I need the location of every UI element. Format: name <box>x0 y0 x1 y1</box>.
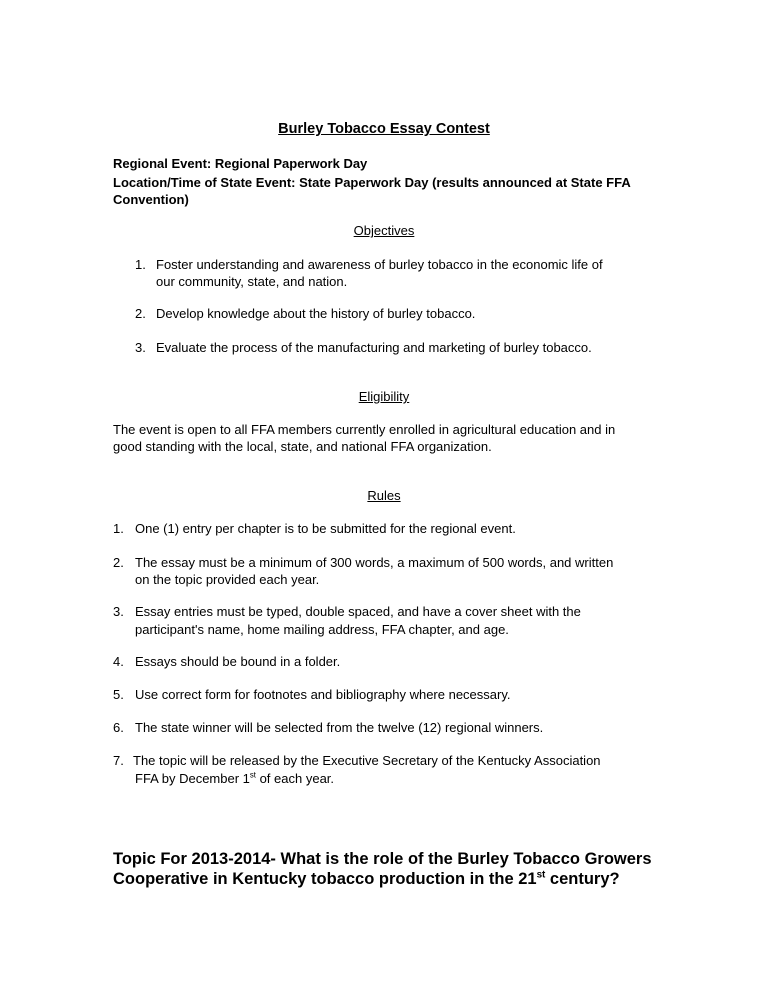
objective-text-line1: Evaluate the process of the manufacturing and marketing of burley tobacco. <box>156 340 592 355</box>
rule-number: 6. <box>113 720 124 735</box>
eligibility-heading: Eligibility <box>358 389 410 404</box>
rule-text-line2: participant's name, home mailing address, FFA chapter, and age. <box>135 622 509 637</box>
rules-heading: Rules <box>367 488 401 503</box>
rule-text-line2: on the topic provided each year. <box>135 572 320 587</box>
ordinal-superscript: st <box>249 770 256 780</box>
rule-text-line1: The state winner will be selected from the twelve (12) regional winners. <box>135 720 544 735</box>
rule-text-line1: Essays should be bound in a folder. <box>135 654 341 669</box>
rule-text-line1: The topic will be released by the Executive Secretary of the Kentucky Association <box>133 753 601 768</box>
rule-number: 5. <box>113 687 124 702</box>
rule-number: 1. <box>113 521 124 536</box>
eligibility-text-line2: good standing with the local, state, and national FFA organization. <box>113 439 492 454</box>
topic-line-1: Topic For 2013-2014- What is the role of the Burley Tobacco Growers <box>113 850 652 868</box>
rule-number: 2. <box>113 555 124 570</box>
location-line-2: Convention) <box>113 192 189 207</box>
rule-text-line2: FFA by December 1st of each year. <box>135 770 335 786</box>
rule-text-line1: The essay must be a minimum of 300 words, a maximum of 500 words, and written <box>135 555 614 570</box>
location-line-1: Location/Time of State Event: State Paperwork Day (results announced at State FFA <box>113 175 631 190</box>
rule-text-line1: Use correct form for footnotes and bibliography where necessary. <box>135 687 511 702</box>
rule-text-line1: Essay entries must be typed, double spaced, and have a cover sheet with the <box>135 604 581 619</box>
rule-number: 4. <box>113 654 124 669</box>
objectives-heading: Objectives <box>353 223 415 238</box>
rule-number: 7. <box>113 753 124 768</box>
objective-text-line2: our community, state, and nation. <box>156 274 348 289</box>
objective-number: 3. <box>135 340 146 355</box>
eligibility-text-line1: The event is open to all FFA members currently enrolled in agricultural education and in <box>113 422 616 437</box>
topic-ordinal-superscript: st <box>536 869 546 881</box>
document-title: Burley Tobacco Essay Contest <box>278 121 490 137</box>
rule-number: 3. <box>113 604 124 619</box>
objective-number: 1. <box>135 257 146 272</box>
topic-line-2: Cooperative in Kentucky tobacco production in the 21st century? <box>113 869 620 888</box>
objective-text-line1: Develop knowledge about the history of burley tobacco. <box>156 306 476 321</box>
regional-event-line: Regional Event: Regional Paperwork Day <box>113 156 368 171</box>
rule-text-line1: One (1) entry per chapter is to be submitted for the regional event. <box>135 521 516 536</box>
objective-number: 2. <box>135 306 146 321</box>
objective-text-line1: Foster understanding and awareness of burley tobacco in the economic life of <box>156 257 603 272</box>
